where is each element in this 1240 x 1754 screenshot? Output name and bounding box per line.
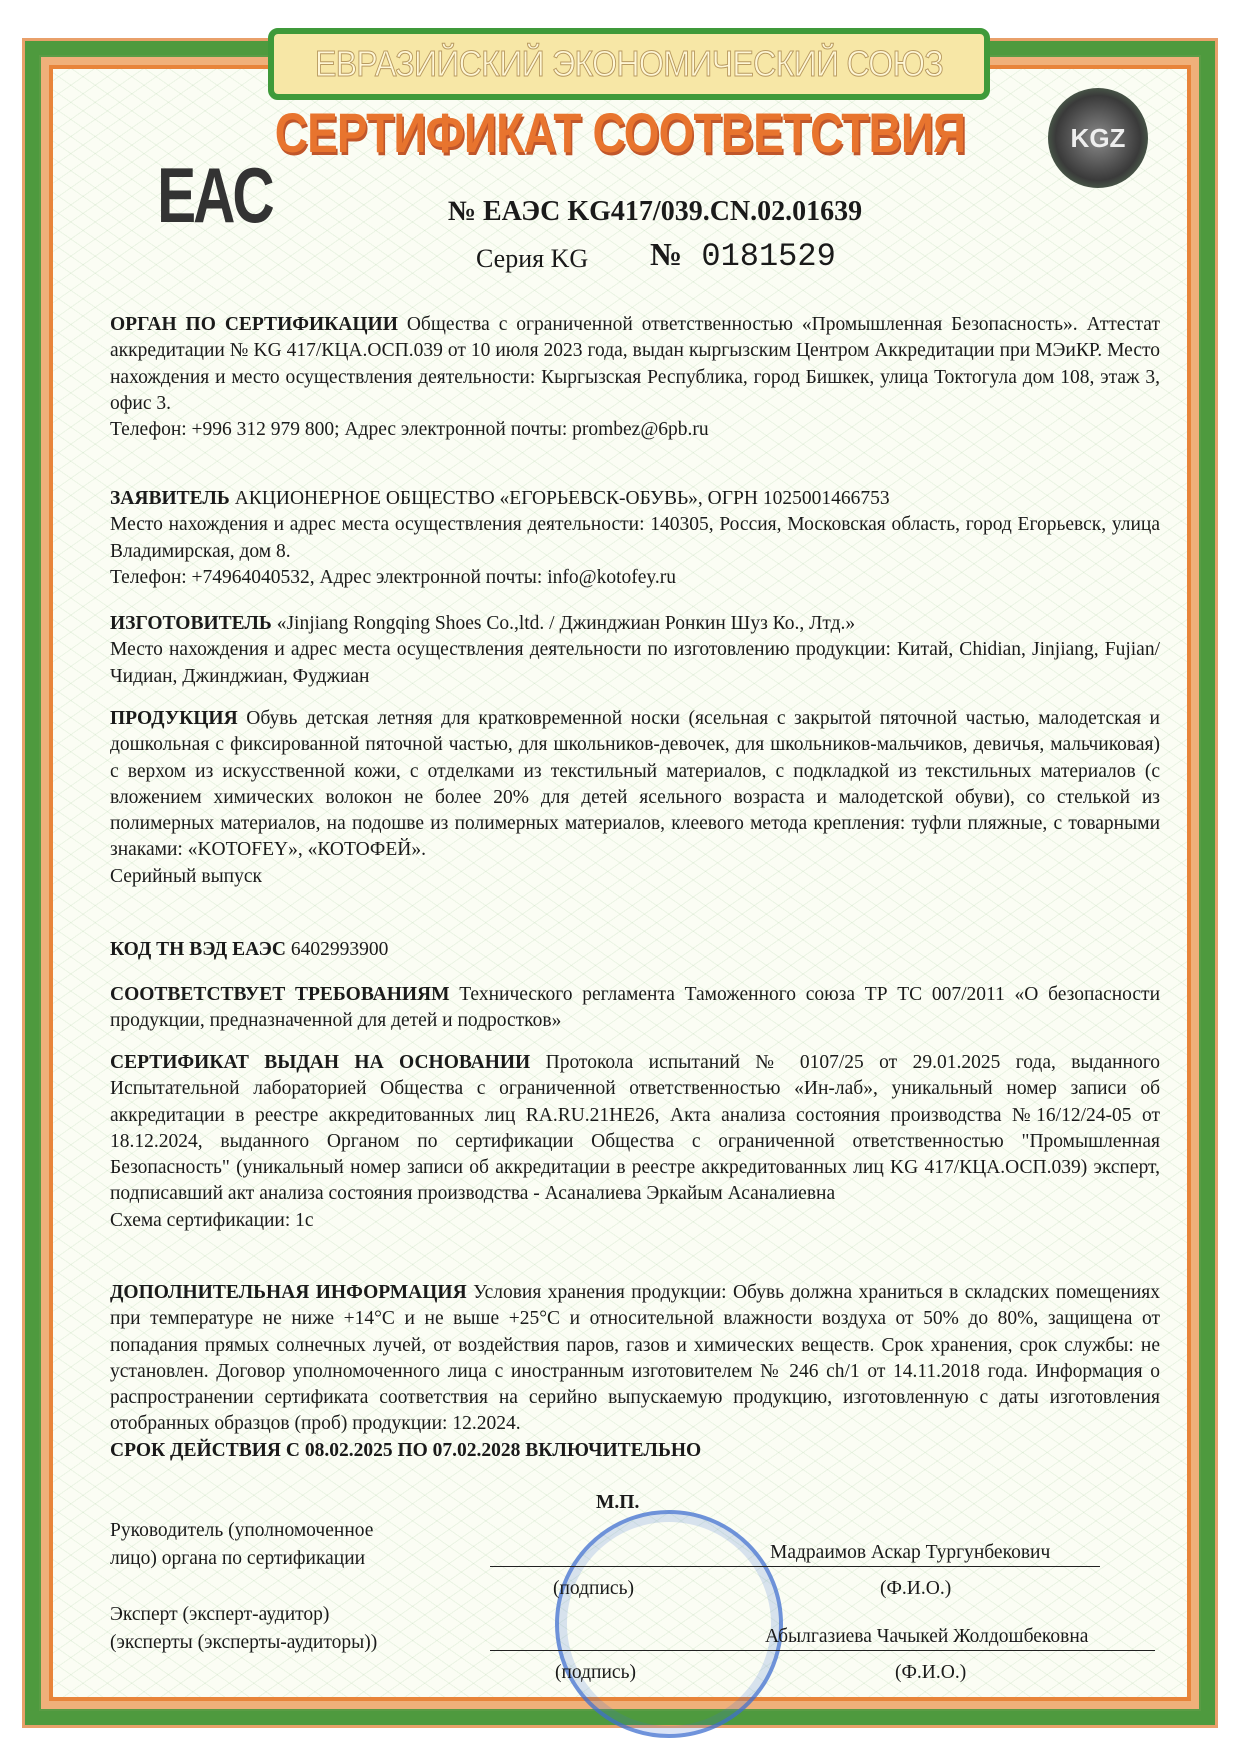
kgz-hologram-icon: KGZ: [1048, 88, 1148, 188]
validity-period: СРОК ДЕЙСТВИЯ С 08.02.2025 ПО 07.02.2028 ВКЛЮЧИТЕЛЬНО: [110, 1439, 702, 1461]
organ-stamp: [555, 1510, 783, 1738]
series: Серия KG: [476, 244, 589, 273]
applicant-section: ЗАЯВИТЕЛЬ АКЦИОНЕРНОЕ ОБЩЕСТВО «ЕГОРЬЕВСК-ОБУВЬ», ОГРН 1025001466753 Место нахождения и адрес места осуществления деятельности: 140305, Россия, Московская область, город Егорьевск, улица Владимирская, дом 8. Телефон: +74964040532, Адрес электронной почты: info@kotofey.ru: [110, 488, 1160, 588]
document-title: СЕРТИФИКАТ СООТВЕТСТВИЯ: [274, 101, 966, 164]
manufacturer-section: ИЗГОТОВИТЕЛЬ «Jinjiang Rongqing Shoes Co.,ltd. / Джинджиан Ронкин Шуз Ко., Лтд.» Место нахождения и адрес места осуществления деятельности по изготовлению продукции: Китай, Chidian, Jinjiang, Fujian/ Чидиан, Джинджиан, Фуджиан: [110, 613, 1160, 687]
blank-number: № 0181529: [650, 236, 836, 275]
eac-logo: EAC: [157, 151, 272, 239]
eaeu-banner: ЕВРАЗИЙСКИЙ ЭКОНОМИЧЕСКИЙ СОЮЗ: [268, 28, 990, 100]
hs-code-section: КОД ТН ВЭД ЕАЭС 6402993900: [110, 939, 389, 960]
expert-name: Абылгазиева Чачыкей Жолдошбековна: [765, 1626, 1089, 1647]
product-section: ПРОДУКЦИЯ Обувь детская летняя для кратковременной носки (ясельная с закрытой пяточной частью, малодетская и дошкольная с фиксированной пяточной частью, для школьников-девочек, для школьников-мальчиков, девичья, мальчиковая) с верхом из искусственной кожи, с отделками из текстильный материалов, с подкладкой из текстильных материалов (с вложением химических волокон не более 20% для детей ясельного возраста и малодетской обуви), со стелькой из полимерных материалов, на подошве из полимерных материалов, клеевого метода крепления: туфли пляжные, с товарными знаками: «KOTOFEY», «КОТОФЕЙ». Серийный выпуск: [110, 708, 1160, 887]
additional-section: ДОПОЛНИТЕЛЬНАЯ ИНФОРМАЦИЯ Условия хранения продукции: Обувь должна храниться в складских помещениях при температуре не ниже +14°C и не выше +25°C и относительной влажности воздуха от 50% до 80%, защищена от попадания прямых солнечных лучей, от воздействия паров, газов и химических веществ. Срок хранения, срок службы: не установлен. Договор уполномоченного лица с иностранным изготовителем № 246 ch/1 от 14.11.2018 года. Информация о распространении сертификата соответствия на серийно выпускаемую продукцию, изготовленную с даты изготовления отобранных образцов (проб) продукции: 12.2024. СРОК ДЕЙСТВИЯ С 08.02.2025 ПО 07.02.2028 ВКЛЮЧИТЕЛЬНО: [110, 1280, 1160, 1464]
head-name: Мадраимов Аскар Тургунбекович: [770, 1542, 1051, 1563]
certificate-number: № ЕАЭС KG417/039.CN.02.01639: [447, 196, 863, 227]
organ-section: ОРГАН ПО СЕРТИФИКАЦИИ Общества с ограниченной ответственностью «Промышленная Безопасность». Аттестат аккредитации № KG 417/КЦА.ОСП.039 от 10 июля 2023 года, выдан кыргызским Центром Аккредитации при МЭиКР. Место нахождения и место осуществления деятельности: Кыргызская Республика, город Бишкек, улица Токтогула дом 108, этаж 3, офис 3. Телефон: +996 312 979 800; Адрес электронной почты: prombez@6pb.ru: [110, 314, 1160, 441]
basis-section: СЕРТИФИКАТ ВЫДАН НА ОСНОВАНИИ Протокола испытаний № 0107/25 от 29.01.2025 года, выданного Испытательной лабораторией Общества с ограниченной ответственностью «Ин-лаб», уникальный номер записи об аккредитации в реестре аккредитованных лиц RA.RU.21НЕ26, Акта анализа состояния производства №16/12/24-05 от 18.12.2024, выданного Органом по сертификации Общества с ограниченной ответственностью "Промышленная Безопасность" (уникальный номер записи об аккредитации в реестре аккредитованных лиц KG 417/КЦА.ОСП.039) эксперт, подписавший акт анализа состояния производства - Асаналиева Эркайым Асаналиевна Схема сертификации: 1с: [110, 1052, 1160, 1231]
head-signature-line: [490, 1566, 1100, 1567]
expert-signature-line: [490, 1650, 1155, 1651]
conforms-section: СООТВЕТСТВУЕТ ТРЕБОВАНИЯМ Технического регламента Таможенного союза ТР ТС 007/2011 «О безопасности продукции, предназначенной для детей и подростков»: [110, 984, 1161, 1032]
